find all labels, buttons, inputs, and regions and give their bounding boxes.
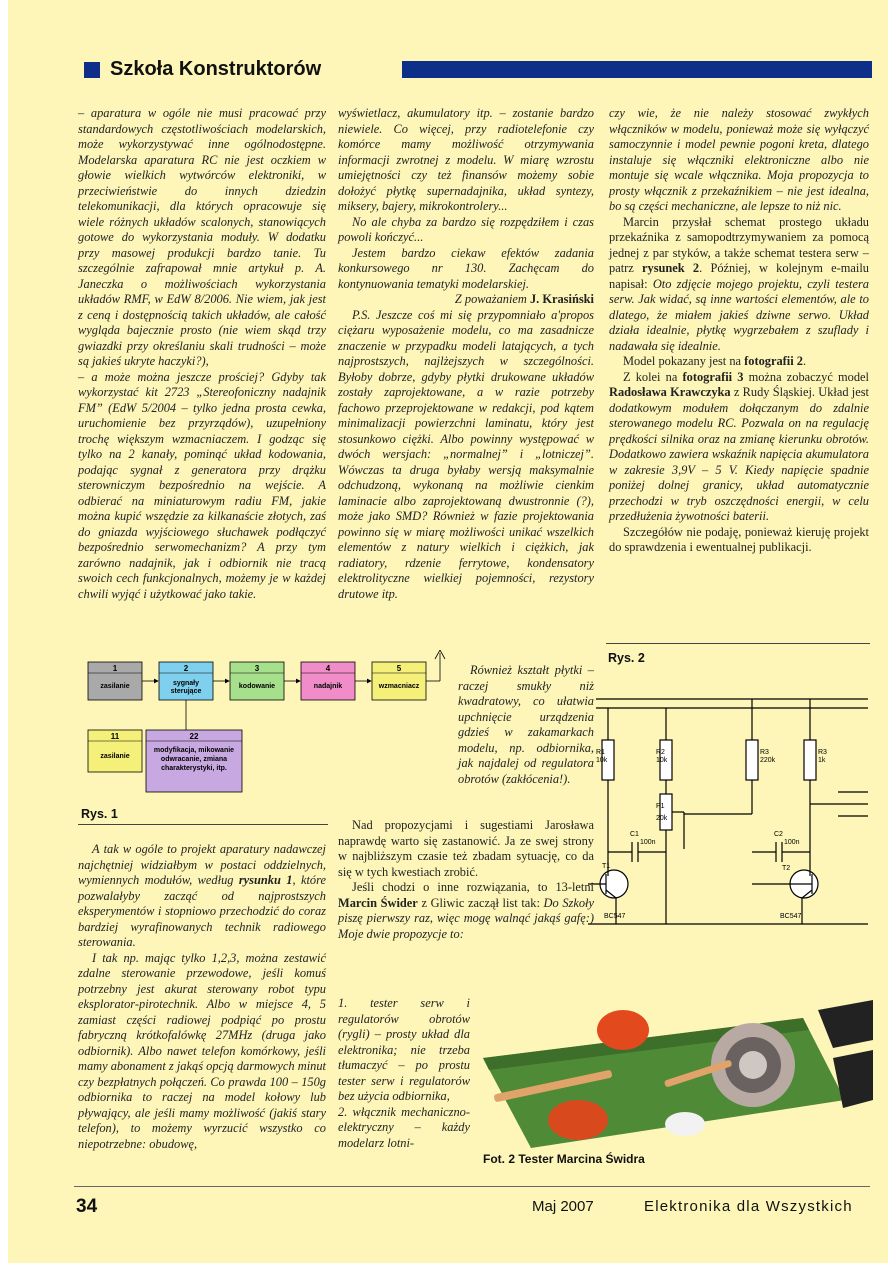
column-2-list xyxy=(338,996,470,1151)
list-item: 2. włącznik mechaniczno-elektryczny – każdy modelarz lotni- xyxy=(338,1104,470,1150)
block-22-label: odwracanie, zmiana xyxy=(160,756,228,763)
block-2-num: 2 xyxy=(183,664,189,673)
page-number: 34 xyxy=(76,1196,98,1217)
column-1 xyxy=(78,106,326,602)
column-1-lower xyxy=(78,842,326,1152)
p1-label: P1 xyxy=(656,803,665,810)
photo-tester xyxy=(473,1000,873,1148)
block-11-label: zasilanie xyxy=(100,753,130,760)
column-3 xyxy=(609,106,869,556)
block-2-label: sterujące xyxy=(170,688,202,695)
caption-rule xyxy=(606,643,870,644)
r1-label: R1 xyxy=(596,749,605,756)
col2-paragraph: Jestem bardzo ciekaw efektów zadania konkursowego nr 130. Zachęcam do kontynuowania tematyki modelarskiej. xyxy=(338,245,594,291)
block-5-label: wzmacniacz xyxy=(378,683,420,690)
r3a-label: R3 xyxy=(760,749,769,756)
c1-label: C1 xyxy=(630,831,639,838)
t1-type: BC547 xyxy=(604,913,626,920)
col3-paragraph: czy wie, że nie należy stosować zwykłych włączników w modelu, ponieważ może się wyłączyć samoczynnie i model pewnie pogoni kreta, dlatego instaluje się włączniki elektroniczne albo nie montuje się wcale włącznika. Moja propozycja to prosty włącznik z przekaźnikiem – nie jest idealna, bo są części mechaniczne, ale lepsze to niż nic. xyxy=(609,106,869,213)
block-3-num: 3 xyxy=(254,664,260,673)
list-item: 1. tester serw i regulatorów obrotów (rygli) – prosty układ dla elektronika; nie trzeba tłumaczyć – po prostu tester serw i regulatorów bez użycia odbiornika, xyxy=(338,996,470,1103)
footer-rule xyxy=(74,1186,870,1187)
c1-value: 100n xyxy=(640,839,656,846)
col1-paragraph: I tak np. mając tylko 1,2,3, można zestawić zdalne sterowanie przewodowe, jeśli komuś potrzebny jest akurat sterowany robot typu eksplorator-pirotechnik. Albo w miejsce 4, 5 zamiast części radiowej podpiąć po prostu fabryczną krótkofalówkę 27MHz (druga jako odbiornik). Albo nawet telefon komórkowy, jeśli mamy abonament z jakąś opcją darmowych minut czy bezpłatnych połączeń. Co prawda 100 – 150g odbiornika to raczej na model kołowy lub pływający, ale jeśli mamy możliwość (jakiś stary telefon), to możemy wyrzucić wszystko co niepotrzebne: obudowę, xyxy=(78,950,326,1151)
block-1-num: 1 xyxy=(112,664,118,673)
col2-paragraph: wyświetlacz, akumulatory itp. – zostanie bardzo niewiele. Co więcej, przy radiotelefonie czy komórce mamy możliwość otrzymywania informacji zwrotnej z modelu. W miarę wzrostu umiejętności czy też finansów możemy sobie dołożyć płytkę supernadajnika, układ syntezy, miksery, bajery, mikrokontrolery... xyxy=(338,106,594,213)
header-square xyxy=(84,62,100,78)
t2-type: BC547 xyxy=(780,913,802,920)
column-2-narrow xyxy=(458,663,594,787)
photo-caption: Fot. 2 Tester Marcina Świdra xyxy=(483,1152,645,1166)
figure-1-caption: Rys. 1 xyxy=(81,807,118,821)
signature: Z poważaniem J. Krasiński xyxy=(454,292,594,306)
r3b-label: R3 xyxy=(818,749,827,756)
section-title: Szkoła Konstruktorów xyxy=(110,58,322,80)
col2-paragraph: Również kształt płytki – raczej smukły niż kwadratowy, co ułatwia upchnięcie urządzenia gdzieś w zakamarkach modelu, np. odbiornika, jak najdalej od regulatora obrotów (zakłócenia!). xyxy=(458,663,594,786)
section-header xyxy=(84,58,872,82)
figure-1-block-diagram xyxy=(86,650,446,795)
c2-label: C2 xyxy=(774,831,783,838)
figure-2-caption: Rys. 2 xyxy=(608,651,645,665)
p1-value: 20k xyxy=(656,815,668,822)
t2-label: T2 xyxy=(782,865,791,872)
column-2 xyxy=(338,106,594,602)
col3-paragraph: Model pokazany jest na fotografii 2. xyxy=(623,354,807,368)
block-4-num: 4 xyxy=(325,664,331,673)
block-4-label: nadajnik xyxy=(313,683,343,690)
block-22-label: modyfikacja, mikowanie xyxy=(153,747,235,754)
col3-paragraph: Z kolei na fotografii 3 można zobaczyć model Radosława Krawczyka z Rudy Śląskiej. Układ jest dodatkowym modułem dołączanym do zdalnie sterowanego modelu RC. Pozwala on na regulację prędkości silnika oraz na zmianę kierunku obrotów. Dodatkowo zawiera wskaźnik napięcia akumulatora w zakresie 3,9V – 5 V. Kiedy napięcie spadnie poniżej dolnej granicy, układ automatycznie przechodzi w tryb oszczędności energii, w celu przedłużenia żywotności baterii. xyxy=(609,369,869,523)
t1-label: T1 xyxy=(602,863,611,870)
block-22-label: charakterystyki, itp. xyxy=(161,765,227,772)
col1-paragraph: – aparatura w ogóle nie musi pracować przy standardowych częstotliwościach modelarskich, może wykorzystywać inne ogólnodostępne. Modelarska aparatura RC nie jest oczkiem w głowie wielkich wytwórców elektroniki, w przeciwieństwie do innych dziedzin telekomunikacji, dla których opracowuje się wiele różnych układów scalonych, stanowiących gotowe do wykorzystania moduły. W dodatku przy masowej produkcji bardzo tanie. Tu szczególnie zafrapował mnie artykuł p. A. Janeczka o możliwościach wykorzystania układów RMF, w EdW 8/2006. Nie wiem, jak jest z ceną i dostępnością takich układów, ale całość wygląda bajecznie prosto (nie wiem skąd trzy gwiazdki przy określaniu skali trudności – może są jakieś ukryte haczyki?), xyxy=(78,106,326,368)
col1-paragraph: A tak w ogóle to projekt aparatury nadawczej najchętniej widziałbym w postaci oddzielnych, wymiennych modułów, według rysunku 1, które pozwalałyby zacząć od najprostszych eksperymentów i stopniowo przechodzić do coraz bardziej wyrafinowanych technik radiowego sterowania. xyxy=(78,842,326,949)
block-11-num: 11 xyxy=(110,732,120,741)
r3b-value: 1k xyxy=(818,757,826,764)
col2-paragraph: No ale chyba za bardzo się rozpędziłem i czas powoli kończyć... xyxy=(338,214,594,244)
col2-paragraph: Nad propozycjami i sugestiami Jarosława naprawdę warto się zastanowić. Ja ze swej strony w najbliższym czasie też zbadam sytuację, co da się w tych kwestiach zrobić. xyxy=(338,818,594,879)
header-bar xyxy=(402,61,872,78)
page xyxy=(8,0,888,1263)
r2-label: R2 xyxy=(656,749,665,756)
col3-paragraph: Marcin przysłał schemat prostego układu przekaźnika z samopodtrzymywaniem za pomocą jednej z par styków, a także schemat testera serw – patrz rysunek 2. Później, w kolejnym e-mailu napisał: Oto zdjęcie mojego projektu, czyli testera serw. Jak widać, są inne wartości elementów, ale to dlatego, że miałem jakieś dziwne serwo. Układ działa idealnie, płytkę wygrzebałem z szuflady i nadawała się idealnie. xyxy=(609,214,869,353)
r1-value: 10k xyxy=(596,757,608,764)
column-2-lower xyxy=(338,818,594,942)
r2-value: 10k xyxy=(656,757,668,764)
block-1-label: zasilanie xyxy=(100,683,130,690)
col1-paragraph: – a może można jeszcze prościej? Gdyby tak wykorzystać kit 2723 „Stereofoniczny nadajnik FM” (EdW 5/2004 – tylko jedna prosta cewka, uruchomienie bez przyrządów), uzupełniony trochę większym wzmacniaczem. I godząc się tylko na 2 kanały, pominąć układ kodowania, podając sygnał z generatora przy drążku sterowniczym bezpośrednio na wejście. A odbierać na miniaturowym radiu FM, jakie można kupić wszędzie za kilkanaście złotych, zaś do gniazda wyjściowego słuchawek podłączyć bezpośrednio serwomechanizm? A przy tym zarówno nadajnik, jak i odbiornik nie tracą swoich cech funkcjonalnych, możemy je w każdej chwili wyjąć i użytkować jako takie. xyxy=(78,369,326,601)
c2-value: 100n xyxy=(784,839,800,846)
block-5-num: 5 xyxy=(396,664,402,673)
block-3-label: kodowanie xyxy=(238,683,276,690)
col2-paragraph: Jeśli chodzi o inne rozwiązania, to 13-letni Marcin Świder z Gliwic zaczął list tak: Do Szkoły piszę pierwszy raz, więc mogę walnąć jakąś gafę:) Moje dwie propozycje to: xyxy=(338,880,594,941)
col3-paragraph: Szczegółów nie podaję, ponieważ kieruję projekt do sprawdzenia i ewentualnej publikacji. xyxy=(609,524,869,554)
issue-date: Maj 2007 xyxy=(532,1198,594,1215)
r3a-value: 220k xyxy=(760,757,776,764)
magazine-name: Elektronika dla Wszystkich xyxy=(644,1198,853,1215)
block-22-num: 22 xyxy=(189,732,199,741)
col2-paragraph: P.S. Jeszcze coś mi się przypomniało a'propos ciężaru wyposażenie modelu, co ma zasadnicze znaczenie w przypadku modeli latających, a tych najprostszych, najlżejszych w szczególności. Byłoby dobrze, gdyby płytki drukowane układów zostały zaprojektowane, a w razie potrzeby fachowo przeprojektowane w redakcji, pod kątem minimalizacji powierzchni laminatu, który jest stosunkowo ciężki. Albo powinny występować w dwóch wersjach: „normalnej” i „lotniczej”. Wówczas ta druga byłaby wersją maksymalnie odchudzoną, wykonaną na możliwie cienkim laminacie albo zaprojektowaną dwustronnie (?), może jako SMD? Również w fazie projektowania powinno się w miarę możliwości unikać wszelkich elementów z natury wielkich i ciężkich, jak radiatory, rdzenie ferrytowe, kondensatory elektrolityczne wielkiej pojemności, rezystory drutowe itp. xyxy=(338,307,594,601)
caption-rule xyxy=(78,824,328,825)
figure-2-schematic xyxy=(576,684,872,940)
block-2-label: sygnały xyxy=(172,680,200,687)
